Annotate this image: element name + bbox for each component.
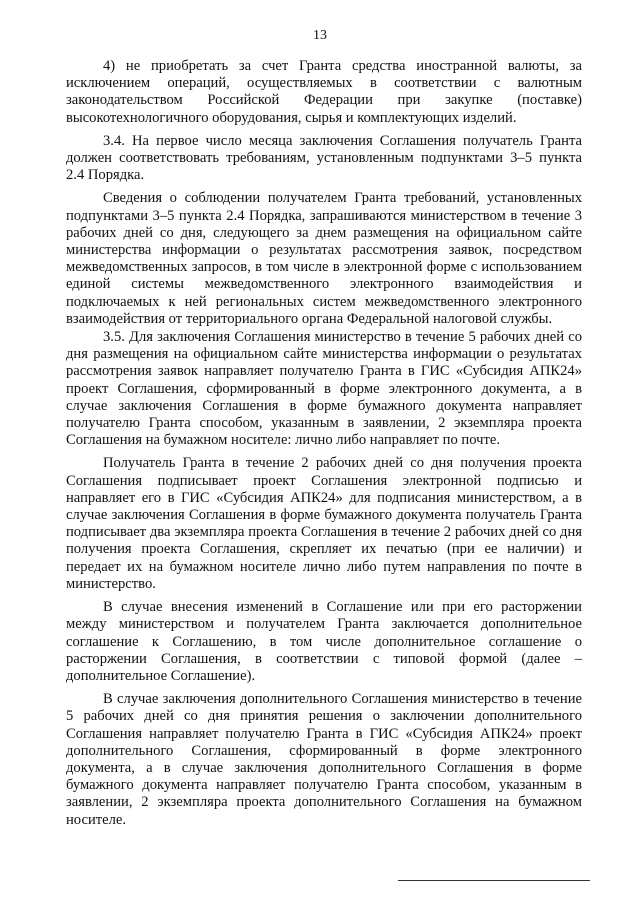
paragraph-signing: Получатель Гранта в течение 2 рабочих дней со дня получения проекта Соглашения подписывает проект Соглашения электронной подписью и направляет его в ГИС «Субсидия АПК24» для подписания министерством, а в случае заключения Соглашения в форме бумажного документа получатель Гранта подписывает два экземпляра проекта Соглашения в течение 2 рабочих дней со дня получения проекта Соглашения, скрепляет их печатью (при ее наличии) и передает их на бумажном носителе лично либо путем направления по почте в министерство. (66, 455, 582, 592)
paragraph-3-4: 3.4. На первое число месяца заключения Соглашения получатель Гранта должен соответствовать требованиям, установленным подпунктами 3–5 пункта 2.4 Порядка. (66, 132, 582, 184)
paragraph-3-5: 3.5. Для заключения Соглашения министерство в течение 5 рабочих дней со дня размещения на официальном сайте министерства информации о результатах рассмотрения заявок направляет получателю Гранта в ГИС «Субсидия АПК24» проект Соглашения, сформированный в форме электронного документа, а в случае заключения Соглашения в форме бумажного документа направляет получателю Гранта способом, указанным в заявлении, 2 экземпляра проекта Соглашения на бумажном носителе: лично либо направляет по почте. (66, 329, 582, 449)
paragraph-item-4: 4) не приобретать за счет Гранта средства иностранной валюты, за исключением операций, осуществляемых в соответствии с валютным законодательством Российской Федерации при закупке (поставке) высокотехнологичного оборудования, сырья и комплектующих изделий. (66, 58, 582, 126)
paragraph-compliance-info: Сведения о соблюдении получателем Гранта требований, установленных подпунктами 3–5 пункта 2.4 Порядка, запрашиваются министерством в течение 3 рабочих дней со дня, следующего за днем размещения на официальном сайте министерства информации о результатах рассмотрения заявок, посредством межведомственных запросов, в том числе в электронной форме с использованием единой системы межведомственного электронного взаимодействия и подключаемых к ней региональных систем межведомственного электронного взаимодействия от территориального органа Федеральной налоговой службы. (66, 190, 582, 327)
paragraph-additional-agreement: В случае заключения дополнительного Соглашения министерство в течение 5 рабочих дней со дня принятия решения о заключении дополнительного Соглашения направляет получателю Гранта в ГИС «Субсидия АПК24» проект дополнительного Соглашения, сформированный в форме электронного документа, а в случае заключения дополнительного Соглашения в форме бумажного документа направляет получателю Гранта способом, указанным в заявлении, 2 экземпляра проекта дополнительного Соглашения на бумажном носителе. (66, 691, 582, 828)
paragraph-amendments: В случае внесения изменений в Соглашение или при его расторжении между министерством и получателем Гранта заключается дополнительное соглашение к Соглашению, в том числе дополнительное соглашение о расторжении Соглашения, в соответствии с типовой формой (далее – дополнительное Соглашение). (66, 599, 582, 684)
page-number: 13 (313, 28, 327, 43)
footer-rule (398, 880, 590, 881)
document-body (66, 58, 582, 830)
